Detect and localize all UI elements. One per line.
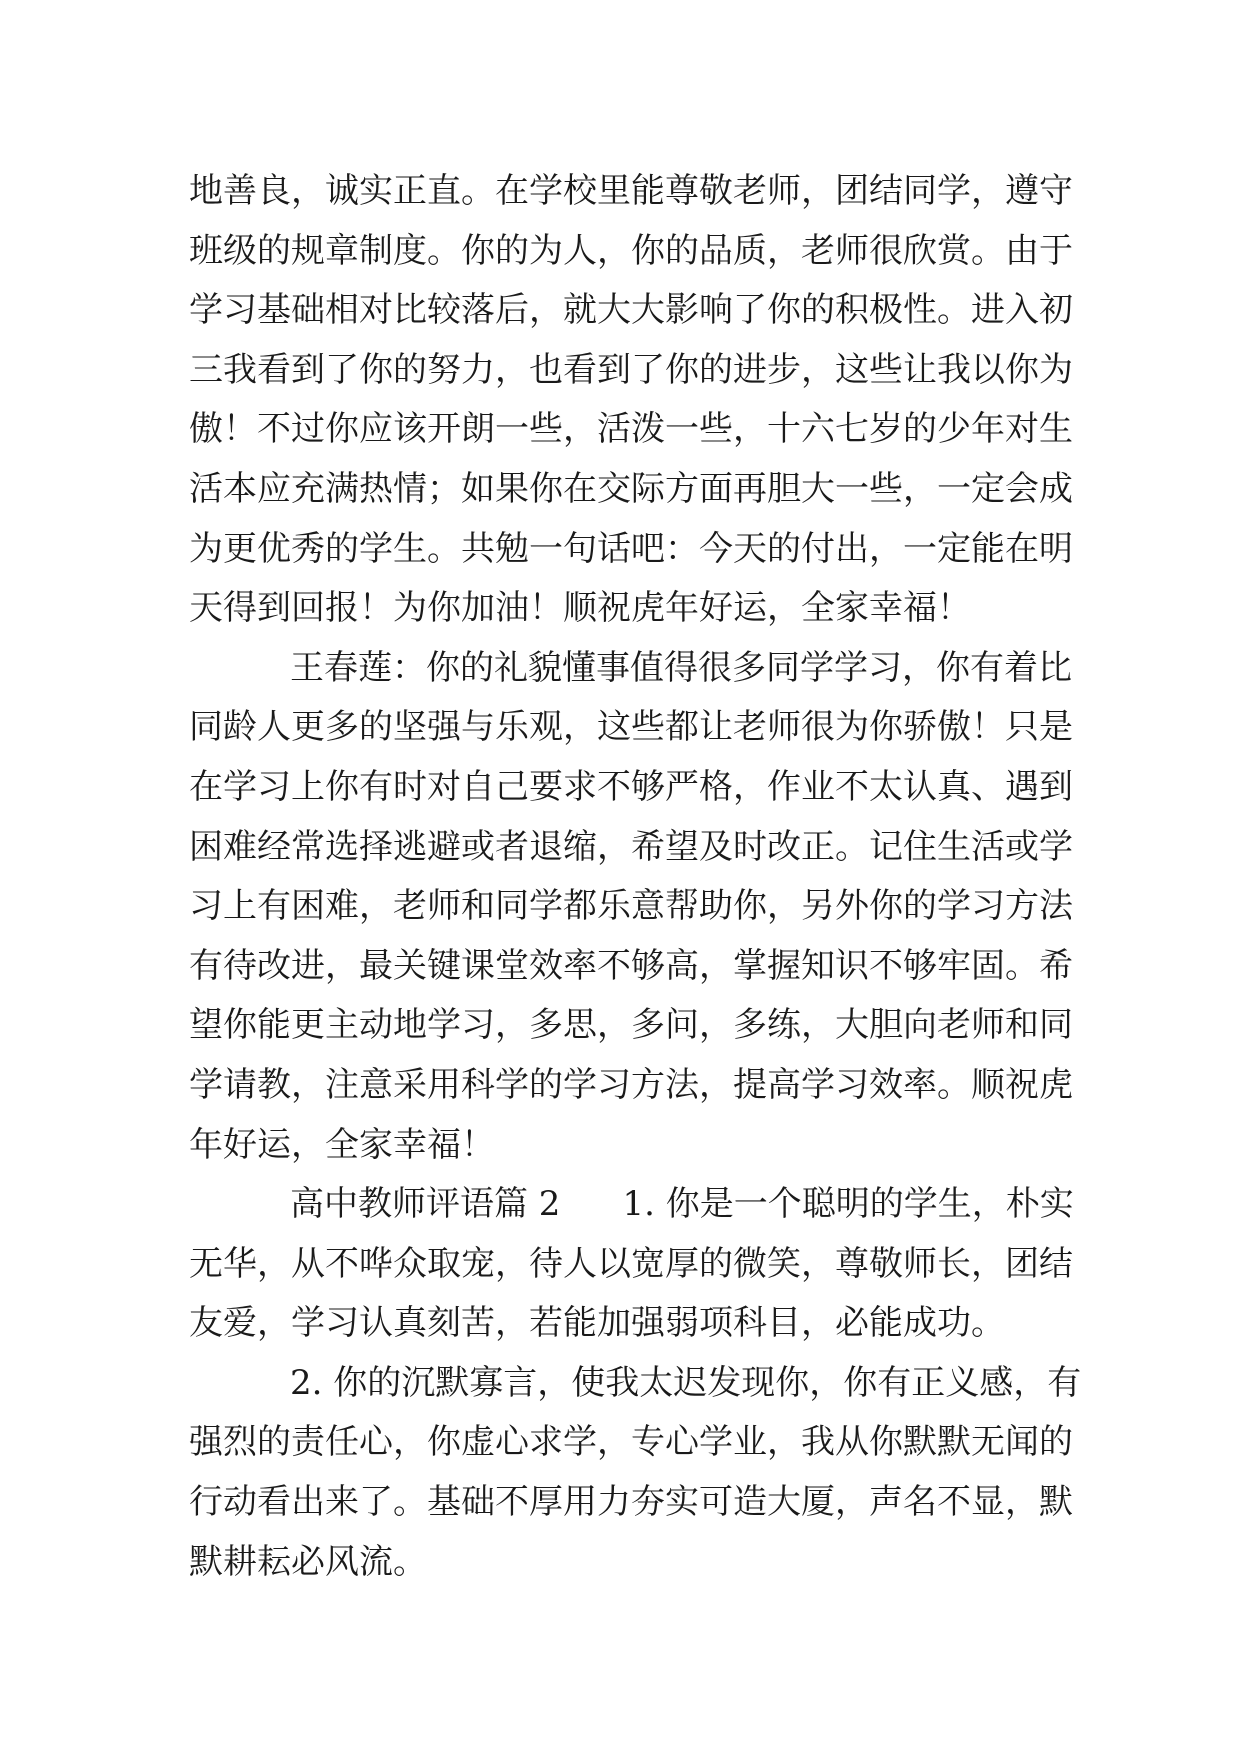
section-heading-line	[189, 1175, 1074, 1235]
text-line: 地善良，诚实正直。在学校里能尊敬老师，团结同学，遵守	[189, 171, 1073, 211]
text-line: 在学习上你有时对自己要求不够严格，作业不太认真、遇到	[189, 766, 1073, 807]
document-body	[189, 162, 1082, 1592]
text-line: 行动看出来了。基础不厚用力夯实可造大厦，声名不显，默	[189, 1482, 1073, 1523]
text-line: 为更优秀的学生。共勉一句话吧：今天的付出，一定能在明	[189, 528, 1073, 569]
text-line: 强烈的责任心，你虚心求学，专心学业，我从你默默无闻的	[189, 1422, 1073, 1463]
section-first-text: 1. 你是一个聪明的学生，朴实	[622, 1184, 1074, 1225]
paragraph-start-line: 2. 你的沉默寡言，使我太迟发现你，你有正义感，有	[290, 1362, 1082, 1403]
text-line: 年好运，全家幸福！	[189, 1124, 495, 1165]
text-line: 活本应充满热情；如果你在交际方面再胆大一些，一定会成	[189, 468, 1073, 509]
text-line: 习上有困难，老师和同学都乐意帮助你，另外你的学习方法	[189, 886, 1073, 927]
text-line: 友爱，学习认真刻苦，若能加强弱项科目，必能成功。	[189, 1303, 1005, 1344]
text-line: 有待改进，最关键课堂效率不够高，掌握知识不够牢固。希	[189, 945, 1073, 986]
text-line: 学习基础相对比较落后，就大大影响了你的积极性。进入初	[189, 290, 1073, 331]
section-title: 高中教师评语篇 2	[290, 1184, 561, 1225]
text-line: 三我看到了你的努力，也看到了你的进步，这些让我以你为	[189, 349, 1073, 390]
text-line: 无华，从不哗众取宠，待人以宽厚的微笑，尊敬师长，团结	[189, 1243, 1073, 1284]
paragraph-start-line: 王春莲：你的礼貌懂事值得很多同学学习，你有着比	[290, 647, 1072, 688]
text-line: 同龄人更多的坚强与乐观，这些都让老师很为你骄傲！只是	[189, 707, 1073, 748]
text-line: 学请教，注意采用科学的学习方法，提高学习效率。顺祝虎	[189, 1064, 1073, 1105]
text-line: 天得到回报！为你加油！顺祝虎年好运，全家幸福！	[189, 588, 971, 629]
text-line: 望你能更主动地学习，多思，多问，多练，大胆向老师和同	[189, 1005, 1073, 1046]
text-line: 默耕耘必风流。	[189, 1541, 427, 1582]
text-line: 傲！不过你应该开朗一些，活泼一些，十六七岁的少年对生	[189, 409, 1073, 450]
text-line: 班级的规章制度。你的为人，你的品质，老师很欣赏。由于	[189, 230, 1073, 271]
text-line: 困难经常选择逃避或者退缩，希望及时改正。记住生活或学	[189, 826, 1073, 867]
